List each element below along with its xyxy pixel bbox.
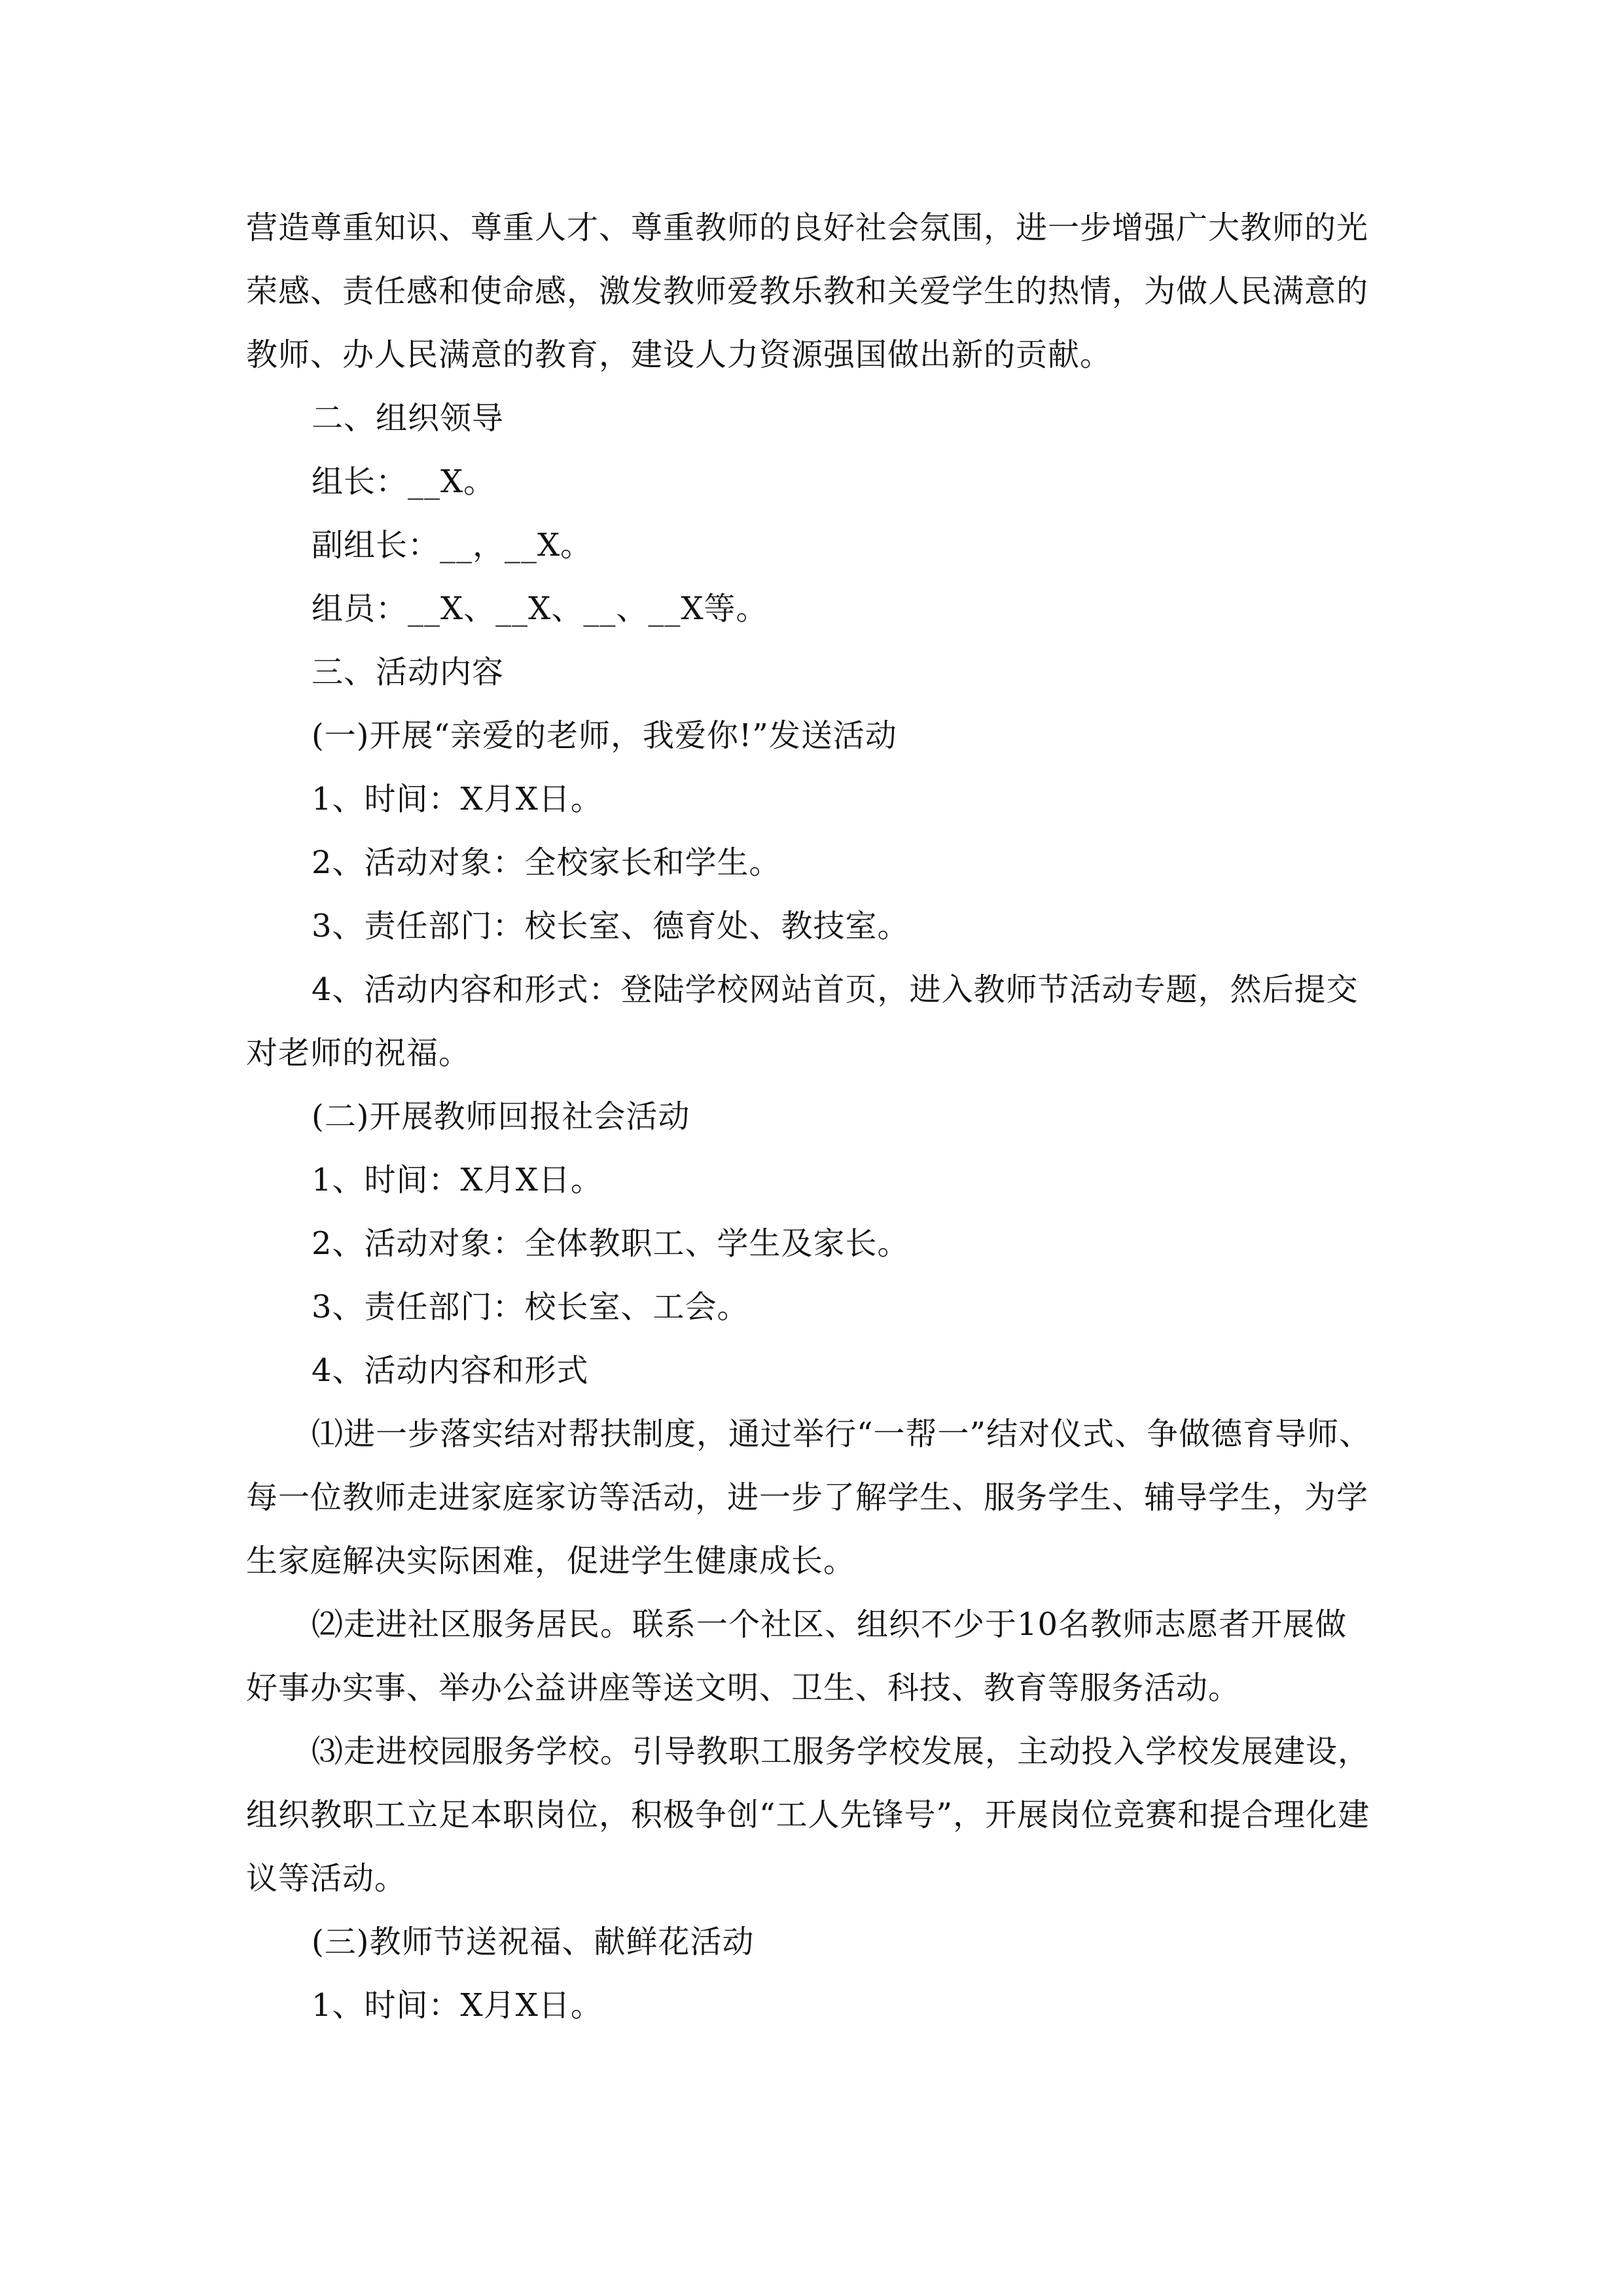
paragraph-deputy-leader: 副组长：__，__X。: [312, 527, 593, 564]
document-body: [246, 196, 1378, 2037]
paragraph-subitem: ⑵走进社区服务居民。联系一个社区、组织不少于10名教师志愿者开展做好事办实事、举办公益讲座等送文明、卫生、科技、教育等服务活动。: [246, 1606, 1347, 1706]
paragraph-item: 1、时间：X月X日。: [312, 1162, 603, 1198]
paragraph-item: 1、时间：X月X日。: [312, 781, 603, 817]
heading-organization: 二、组织领导: [312, 400, 505, 437]
subheading-activity-one: (一)开展“亲爱的老师，我爱你!”发送活动: [312, 717, 897, 754]
paragraph-item: 2、活动对象：全校家长和学生。: [312, 844, 781, 881]
paragraph-members: 组员：__X、__X、__、__X等。: [312, 590, 768, 627]
subheading-activity-two: (二)开展教师回报社会活动: [312, 1098, 690, 1135]
paragraph-subitem: ⑴进一步落实结对帮扶制度，通过举行“一帮一”结对仪式、争做德育导师、每一位教师走进家庭家访等活动，进一步了解学生、服务学生、辅导学生，为学生家庭解决实际困难，促进学生健康成长。: [246, 1416, 1372, 1579]
paragraph-subitem: ⑶走进校园服务学校。引导教职工服务学校发展，主动投入学校发展建设，组织教职工立足本职岗位，积极争创“工人先锋号”，开展岗位竞赛和提合理化建议等活动。: [246, 1733, 1370, 1897]
paragraph-item: 2、活动对象：全体教职工、学生及家长。: [312, 1225, 910, 1262]
paragraph-item: 3、责任部门：校长室、德育处、教技室。: [312, 908, 910, 944]
subheading-activity-three: (三)教师节送祝福、献鲜花活动: [312, 1924, 755, 1960]
paragraph-intro-continuation: 营造尊重知识、尊重人才、尊重教师的良好社会氛围，进一步增强广大教师的光荣感、责任感和使命感，激发教师爱教乐教和关爱学生的热情，为做人民满意的教师、办人民满意的教育，建设人力资源强国做出新的贡献。: [246, 209, 1369, 373]
paragraph-item: 1、时间：X月X日。: [312, 1987, 603, 2024]
paragraph-item: 3、责任部门：校长室、工会。: [312, 1289, 749, 1325]
heading-activity-content: 三、活动内容: [312, 654, 505, 691]
paragraph-item: 4、活动内容和形式：登陆学校网站首页，进入教师节活动专题，然后提交对老师的祝福。: [246, 971, 1359, 1071]
paragraph-leader: 组长：__X。: [312, 463, 496, 500]
paragraph-item: 4、活动内容和形式: [312, 1352, 589, 1389]
